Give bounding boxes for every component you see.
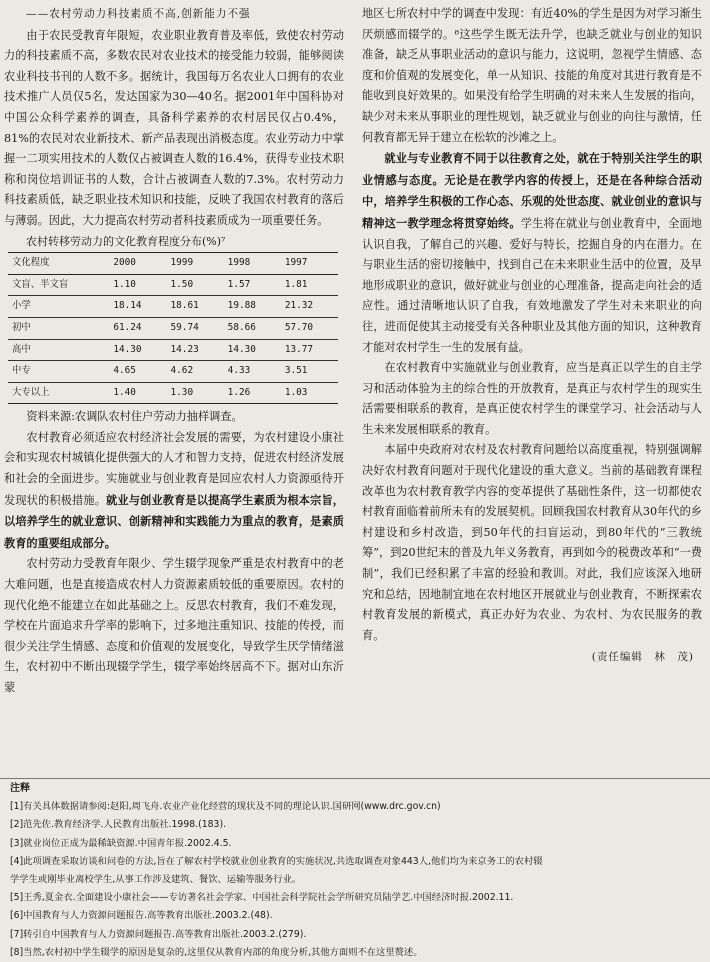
table-cell: 文盲、半文盲	[8, 274, 109, 296]
table-cell: 1.30	[167, 382, 224, 404]
editor-credit: (责任编辑 林 茂)	[591, 651, 694, 664]
table-cell: 59.74	[167, 317, 224, 339]
table-cell: 18.61	[167, 296, 224, 318]
table-row	[8, 274, 338, 296]
table-row	[8, 339, 338, 361]
table-cell: 61.24	[109, 317, 166, 339]
footnote-item: [4]此项调查采取访谈和问卷的方法,旨在了解农村学校就业创业教育的实施状况,共选取调查对象443人,他们均为来京务工的农村辍	[10, 855, 543, 867]
table-cell: 初中	[8, 317, 109, 339]
footnote-item: [8]当然,农村初中学生辍学的原因是复杂的,这里仅从教育内部的角度分析,其他方面则不在这里赘述。	[10, 946, 423, 958]
table-cell: 4.62	[167, 361, 224, 383]
table-cell: 1.40	[109, 382, 166, 404]
table-row	[8, 382, 338, 404]
paragraph: 地区七所农村中学的调查中发现：有近40%的学生是因为对学习渐生厌烦感而辍学的。⁸这些学生既无法升学，也缺乏就业与创业的知识准备，缺乏从事职业活动的意识与能力，这说明，忽视学生情感、态度和价值观的发展变化，单一从知识、技能的角度对其进行教育是不能收到良好效果的。如果没有给学生明确的对未来人生发展的指向，缺少对未来从事职业的理性规划，缺乏就业与创业的向往与激情，任何教育都无异于建立在松软的沙滩之上。	[362, 7, 702, 144]
table-cell: 3.51	[281, 361, 338, 383]
paragraph: 在农村教育中实施就业与创业教育，应当是真正以学生的自主学习和活动体验为主的综合性的开放教育，是真正与农村学生的现实生活需要相联系的教育，是真正使农村学生的课堂学习、社会活动与人生未来发展相联系的教育。	[362, 361, 702, 436]
footnote-item: [1]有关具体数据请参阅:赵阳,周飞舟.农业产业化经营的现状及不同的理论认识.国研网(www.drc.gov.cn)	[10, 801, 441, 813]
table-cell: 大专以上	[8, 382, 109, 404]
emphasis-text: 就业与专业教育不同于以往教育之处，就在于特别关注学生的职业情感与态度。无论是在教学内容的传授上，还是在各种综合活动中，培养学生积极的工作心态、乐观的处世态度、就业创业的意识与精神这一教学理念将贯穿始终。	[362, 151, 702, 230]
emphasis-text: 就业与创业教育是以提高学生素质为根本宗旨，以培养学生的就业意识、创新精神和实践能力为重点的教育，是素质教育的重要组成部分。	[4, 492, 344, 550]
section-subheading: ——农村劳动力科技素质不高,创新能力不强	[26, 8, 251, 20]
paragraph: 由于农民受教育年限短，农业职业教育普及率低，致使农村劳动力的科技素质不高，多数农民对农业技术的接受能力较弱，能够阅读农业科技书刊的人数不多。据统计，我国每万名农业人口拥有的农业技术推广人员仅5名，发达国家为30—40名。据2001年中国科协对中国公众科学素养的调查，具备科学素养的农村居民仅占0.4%，81%的农民对农业新技术、新产品表现出消极态度。农业劳动力中掌握一二项实用技术的人数仅占被调查人数的16.4%，获得专业技术职称和岗位培训证书的人数，合计占被调查人数的7.3%。农村劳动力科技素质低，缺乏职业技术知识和技能，反映了我国农村教育的落后与薄弱。因此，大力提高农村劳动者科技素质成为一项重要任务。	[4, 28, 344, 227]
table-cell: 4.33	[224, 361, 281, 383]
table-cell: 1.57	[224, 274, 281, 296]
table-header-row	[8, 253, 338, 275]
table-cell: 58.66	[224, 317, 281, 339]
table-header-cell: 文化程度	[8, 253, 109, 275]
table-cell: 1.50	[167, 274, 224, 296]
footnote-divider	[0, 778, 710, 779]
footnote-item: 学学生或刚毕业离校学生,从事工作涉及建筑、餐饮、运输等服务行业。	[10, 874, 302, 886]
table-row	[8, 296, 338, 318]
table-cell: 小学	[8, 296, 109, 318]
paragraph: 农村劳动力受教育年限少、学生辍学现象严重是农村教育中的老大难问题，也是直接造成农村人力资源素质较低的重要原因。农村的现代化绝不能建立在如此基础之上。反思农村教育，我们不难发现，学校在片面追求升学率的影响下，过多地注重知识、技能的传授，而很少关注学生情感、态度和价值观的发展变化，导致学生厌学情绪滋生，农村初中不断出现辍学学生，辍学率始终居高不下。据对山东沂蒙	[4, 557, 344, 694]
table-row	[8, 317, 338, 339]
table-cell: 13.77	[281, 339, 338, 361]
footnote-item: [5]王秀,夏金衣.全面建设小康社会——专访著名社会学家、中国社会科学院社会学所研究员陆学艺.中国经济时报.2002.11.	[10, 892, 514, 904]
table-cell: 18.14	[109, 296, 166, 318]
table-cell: 1.10	[109, 274, 166, 296]
table-row	[8, 361, 338, 383]
paragraph-text: 学生将在就业与创业教育中，全面地认识自我，了解自己的兴趣、爱好与特长，挖掘自身的内在潜力。在与职业生活的密切接触中，找到自己在未来职业生活中的位置，及早地形成职业的意识，做好就业与创业的心理准备，提高走向社会的适应性。通过清晰地认识了自我，有效地激发了学生对未来职业的向往，进而促使其主动接受有关各种职业及其他方面的知识，这种教育才能对农村学生一生的发展有益。	[362, 216, 702, 354]
table-header-cell: 1998	[224, 253, 281, 275]
footnote-item: [6]中国教育与人力资源问题报告.高等教育出版社.2003.2.(48).	[10, 910, 273, 922]
footnote-item: [2]范先佐.教育经济学.人民教育出版社.1998.(183).	[10, 819, 227, 831]
footnotes-section	[0, 780, 710, 962]
table-cell: 57.70	[281, 317, 338, 339]
table-cell: 21.32	[281, 296, 338, 318]
paragraph: 本届中央政府对农村及农村教育问题给以高度重视，特别强调解决好农村教育问题对于现代化建设的重大意义。当前的基础教育课程改革也为农村教育教学内容的变革提供了基础性条件，这一切都使农村教育面临着前所未有的发展契机。回顾我国农村教育从30年代的乡村建设和乡村改造，到50年代的扫盲运动，到80年代的“三教统筹”，到20世纪末的普及九年义务教育，再到如今的税费改革和“一费制”，我们已经积累了丰富的经验和教训。对此，我们应该深入地研究和总结，因地制宜地在农村地区开展就业与创业教育，不断探索农村教育发展的新模式，真正办好为农业、为农村、为农民服务的教育。	[362, 443, 702, 642]
table-header-cell: 2000	[109, 253, 166, 275]
education-distribution-table	[8, 252, 338, 404]
table-cell: 1.03	[281, 382, 338, 404]
table-header-cell: 1997	[281, 253, 338, 275]
table-cell: 1.26	[224, 382, 281, 404]
table-header-cell: 1999	[167, 253, 224, 275]
table-cell: 14.30	[224, 339, 281, 361]
table-cell: 高中	[8, 339, 109, 361]
table-cell: 4.65	[109, 361, 166, 383]
paragraph	[362, 148, 702, 358]
footnotes-label: 注释	[10, 783, 30, 794]
footnote-item: [7]转引自中国教育与人力资源问题报告.高等教育出版社.2003.2.(279).	[10, 928, 307, 940]
table-source-note: 资料来源:农调队农村住户劳动力抽样调查。	[26, 410, 243, 424]
table-cell: 14.30	[109, 339, 166, 361]
table-cell: 1.81	[281, 274, 338, 296]
left-column	[4, 4, 344, 699]
table-title: 农村转移劳动力的文化教育程度分布(%)⁷	[26, 234, 226, 248]
table-cell: 19.88	[224, 296, 281, 318]
right-column	[362, 4, 702, 668]
paragraph-text: 农村教育必须适应农村经济社会发展的需要，为农村建设小康社会和实现农村城镇化提供强大的人才和智力支持，促进农村经济发展和社会的全面进步。实施就业与创业教育是回应农村人力资源亟待开发现状的积极措施。	[4, 430, 344, 507]
paragraph	[4, 428, 344, 555]
table-cell: 中专	[8, 361, 109, 383]
footnote-item: [3]就业岗位正成为最稀缺资源.中国青年报.2002.4.5.	[10, 837, 232, 849]
table-cell: 14.23	[167, 339, 224, 361]
